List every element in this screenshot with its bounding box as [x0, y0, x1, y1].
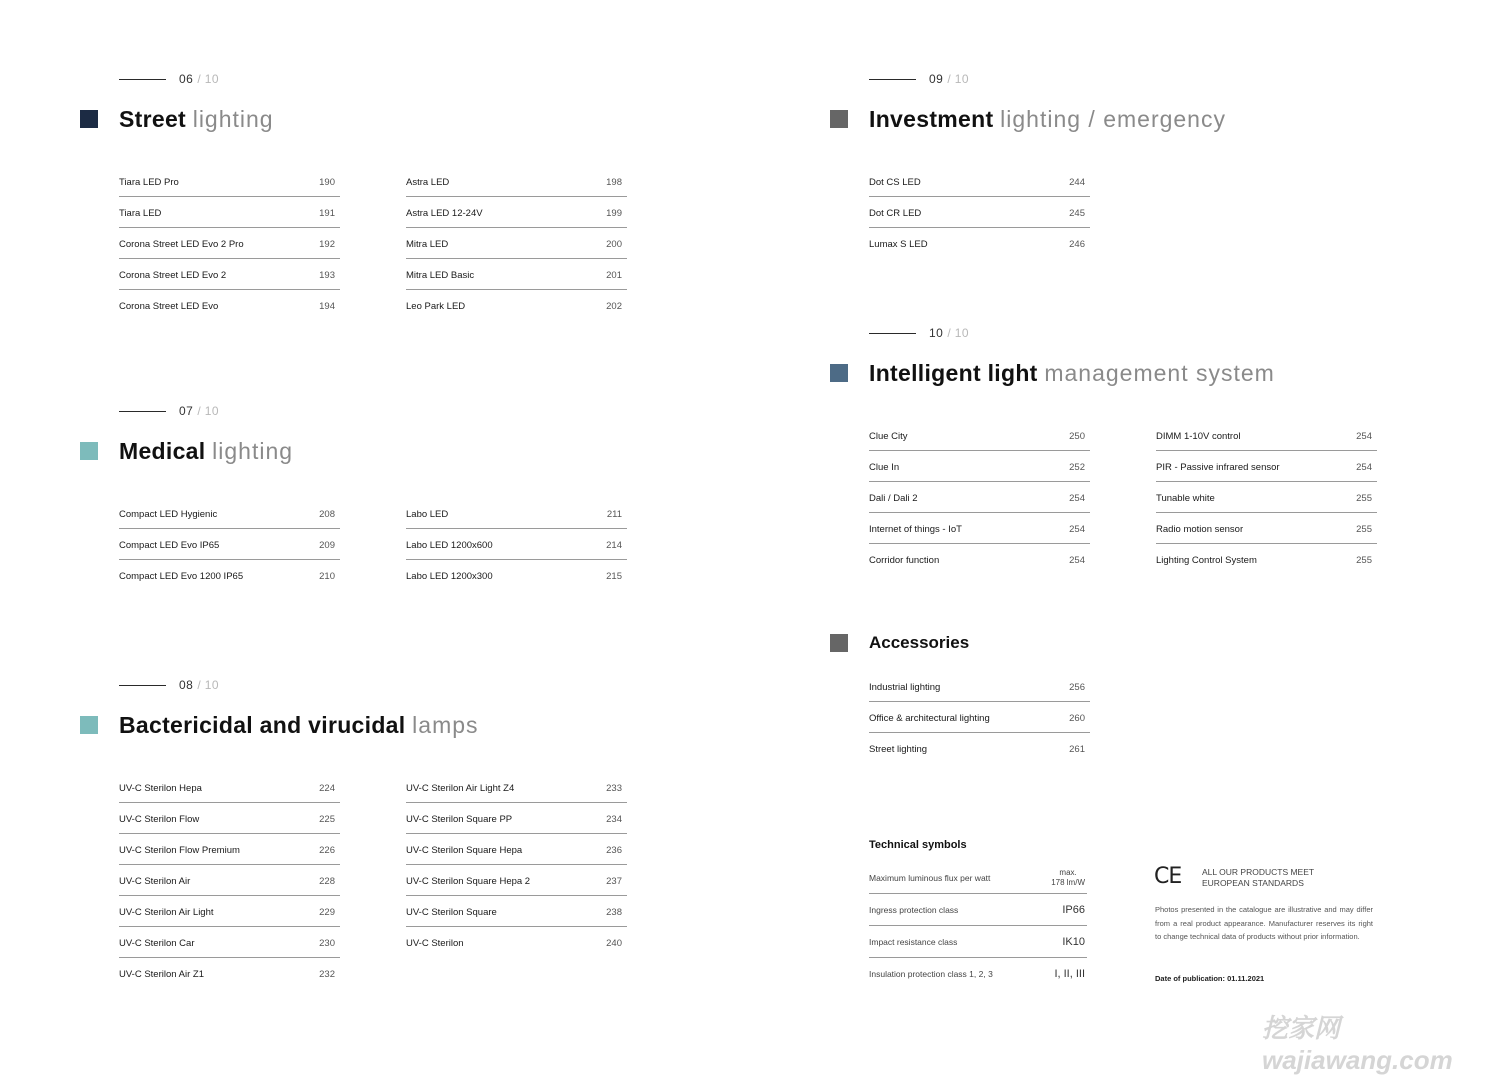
item-name: UV-C Sterilon Air Z1	[119, 969, 204, 980]
item-page: 211	[606, 508, 622, 520]
item-page: 200	[606, 238, 622, 250]
list-item	[406, 529, 627, 560]
ce-line1: ALL OUR PRODUCTS MEET	[1202, 867, 1315, 877]
tech-row	[869, 958, 1087, 990]
item-page: 246	[1069, 239, 1085, 250]
item-name: Dot CS LED	[869, 176, 921, 188]
title-light: lighting	[192, 106, 274, 132]
item-page: 224	[319, 782, 335, 794]
item-name: DIMM 1-10V control	[1156, 430, 1241, 442]
publication-date: Date of publication: 01.11.2021	[1155, 974, 1265, 983]
technical-symbols-table	[869, 862, 1087, 990]
watermark: 挖家网 wajiawang.com	[1262, 1013, 1453, 1075]
item-name: Labo LED	[406, 508, 449, 520]
item-name: Compact LED Evo 1200 IP65	[119, 571, 244, 582]
list-item	[119, 560, 340, 591]
item-name: UV-C Sterilon Flow Premium	[119, 844, 240, 856]
item-name: Internet of things - IoT	[869, 523, 962, 535]
item-page: 245	[1069, 207, 1085, 219]
ce-line2: EUROPEAN STANDARDS	[1202, 878, 1304, 888]
item-page: 254	[1356, 461, 1372, 473]
item-name: Leo Park LED	[406, 301, 466, 312]
section-number-intelligent	[869, 325, 969, 341]
item-page: 256	[1069, 681, 1085, 693]
item-page: 191	[319, 207, 335, 219]
list-item	[1156, 451, 1377, 482]
section-current: 08	[179, 678, 194, 692]
list-item	[869, 482, 1090, 513]
tech-label: Insulation protection class 1, 2, 3	[869, 969, 993, 979]
tech-row	[869, 926, 1087, 958]
item-name: Radio motion sensor	[1156, 523, 1244, 535]
tech-value: I, II, III	[1054, 968, 1085, 980]
tech-value: IP66	[1062, 903, 1085, 916]
list-item	[406, 927, 627, 958]
title-light: management system	[1044, 360, 1275, 386]
square-marker-icon	[80, 110, 98, 128]
list-item	[1156, 544, 1377, 575]
list-item	[119, 834, 340, 865]
list-item	[869, 544, 1090, 575]
item-page: 190	[319, 176, 335, 188]
ce-statement	[1202, 867, 1342, 889]
technical-symbols-title: Technical symbols	[869, 839, 967, 851]
item-name: UV-C Sterilon Car	[119, 937, 195, 949]
item-name: PIR - Passive infrared sensor	[1156, 461, 1280, 473]
item-name: Office & architectural lighting	[869, 712, 990, 724]
ce-mark-icon: CE	[1154, 864, 1182, 889]
item-name: Lighting Control System	[1156, 555, 1257, 566]
square-marker-icon	[80, 442, 98, 460]
item-name: Clue In	[869, 461, 900, 473]
list-item	[1156, 513, 1377, 544]
section-total: 10	[954, 326, 970, 340]
title-bold: Intelligent light	[869, 360, 1038, 386]
item-name: Corona Street LED Evo 2	[119, 269, 227, 281]
item-name: UV-C Sterilon Square Hepa 2	[406, 875, 531, 887]
list-item	[406, 290, 627, 321]
item-name: Labo LED 1200x300	[406, 571, 493, 582]
list-item	[119, 896, 340, 927]
list-item	[406, 803, 627, 834]
tech-label: Ingress protection class	[869, 904, 959, 915]
section-sep: /	[947, 326, 951, 340]
title-light: lamps	[412, 712, 479, 738]
item-name: UV-C Sterilon Flow	[119, 813, 200, 825]
disclaimer-text: Photos presented in the catalogue are illustrative and may differ from a real product appearance. Manufacturer reserves its right to change technical data of products without prior information.	[1155, 905, 1373, 941]
item-page: 254	[1069, 555, 1085, 566]
list-item	[869, 197, 1090, 228]
list-item	[119, 529, 340, 560]
section-title-medical	[119, 437, 293, 465]
list-item	[869, 702, 1090, 733]
tech-label: Impact resistance class	[869, 936, 958, 947]
list-item	[119, 259, 340, 290]
list-item	[119, 290, 340, 321]
item-page: 233	[606, 782, 622, 794]
item-page: 192	[319, 238, 335, 250]
list-item	[1156, 420, 1377, 451]
item-page: 209	[319, 539, 335, 551]
item-page: 255	[1356, 555, 1372, 566]
list-item	[406, 865, 627, 896]
list-item	[119, 958, 340, 989]
title-bold: Investment	[869, 106, 994, 132]
list-item	[406, 228, 627, 259]
section-sep: /	[197, 404, 201, 418]
item-page: 244	[1069, 176, 1085, 188]
product-table-medical-right	[406, 498, 627, 591]
item-name: Tunable white	[1156, 492, 1215, 504]
list-item	[869, 166, 1090, 197]
item-page: 229	[319, 906, 335, 918]
item-name: UV-C Sterilon Air Light Z4	[406, 782, 515, 794]
tech-value: IK10	[1062, 935, 1085, 948]
product-table-street-left	[119, 166, 340, 321]
item-name: Astra LED 12-24V	[406, 207, 483, 219]
item-page: 214	[606, 539, 622, 551]
tech-row	[869, 862, 1087, 894]
tech-value-line1: max.	[1059, 867, 1077, 877]
section-number-medical	[119, 403, 219, 419]
list-item	[119, 166, 340, 197]
section-title-investment	[869, 105, 1226, 133]
list-item	[119, 865, 340, 896]
divider-line	[119, 79, 166, 80]
list-item	[869, 228, 1090, 259]
section-current: 07	[179, 404, 194, 418]
list-item	[869, 733, 1090, 764]
item-name: Corridor function	[869, 555, 940, 566]
section-sep: /	[947, 72, 951, 86]
item-name: Labo LED 1200x600	[406, 539, 493, 551]
section-total: 10	[204, 404, 220, 418]
item-page: 234	[606, 813, 622, 825]
product-table-investment	[869, 166, 1090, 259]
list-item	[119, 498, 340, 529]
title-light: lighting / emergency	[1000, 106, 1226, 132]
item-page: 230	[319, 937, 335, 949]
item-page: 225	[319, 813, 335, 825]
item-name: Corona Street LED Evo 2 Pro	[119, 238, 244, 250]
item-name: Tiara LED	[119, 207, 162, 219]
item-page: 260	[1069, 712, 1085, 724]
title-light: lighting	[212, 438, 294, 464]
item-page: 199	[606, 207, 622, 219]
list-item	[869, 513, 1090, 544]
section-total: 10	[204, 72, 220, 86]
item-page: 202	[606, 301, 622, 312]
item-name: Mitra LED	[406, 238, 449, 250]
title-bold: Street	[119, 106, 186, 132]
list-item	[1156, 482, 1377, 513]
item-page: 193	[319, 269, 335, 281]
item-name: Dali / Dali 2	[869, 492, 918, 504]
section-sep: /	[197, 72, 201, 86]
divider-line	[869, 333, 916, 334]
item-name: Compact LED Hygienic	[119, 508, 218, 520]
section-number-investment	[869, 71, 969, 87]
item-name: UV-C Sterilon Air	[119, 875, 191, 887]
section-sep: /	[197, 678, 201, 692]
item-name: UV-C Sterilon	[406, 938, 464, 949]
section-current: 06	[179, 72, 194, 86]
section-number-bactericidal	[119, 677, 219, 693]
square-marker-icon	[830, 634, 848, 652]
list-item	[406, 560, 627, 591]
product-table-bactericidal-left	[119, 772, 340, 989]
item-page: 240	[606, 938, 622, 949]
item-page: 254	[1356, 430, 1372, 442]
item-page: 201	[606, 269, 622, 281]
square-marker-icon	[80, 716, 98, 734]
divider-line	[869, 79, 916, 80]
item-name: Industrial lighting	[869, 681, 941, 693]
product-table-medical-left	[119, 498, 340, 591]
list-item	[406, 772, 627, 803]
item-page: 232	[319, 969, 335, 980]
section-current: 09	[929, 72, 944, 86]
item-page: 198	[606, 176, 622, 188]
item-page: 215	[606, 571, 622, 582]
section-total: 10	[954, 72, 970, 86]
item-page: 194	[319, 301, 335, 312]
square-marker-icon	[830, 110, 848, 128]
item-name: Astra LED	[406, 176, 450, 188]
list-item	[406, 166, 627, 197]
section-total: 10	[204, 678, 220, 692]
list-item	[406, 259, 627, 290]
item-name: Lumax S LED	[869, 239, 928, 250]
item-name: Dot CR LED	[869, 207, 922, 219]
list-item	[119, 772, 340, 803]
item-page: 237	[606, 875, 622, 887]
tech-row	[869, 894, 1087, 926]
item-page: 252	[1069, 461, 1085, 473]
section-title-accessories: Accessories	[869, 633, 970, 652]
item-name: Tiara LED Pro	[119, 176, 179, 188]
list-item	[869, 671, 1090, 702]
item-page: 254	[1069, 523, 1085, 535]
item-name: UV-C Sterilon Square	[406, 906, 497, 918]
item-page: 254	[1069, 492, 1085, 504]
title-bold: Bactericidal and virucidal	[119, 712, 406, 738]
item-page: 250	[1069, 430, 1085, 442]
list-item	[119, 197, 340, 228]
section-current: 10	[929, 326, 944, 340]
item-page: 236	[606, 844, 622, 856]
title-bold: Medical	[119, 438, 206, 464]
list-item	[119, 803, 340, 834]
product-table-intelligent-right	[1156, 420, 1377, 575]
item-name: Clue City	[869, 430, 908, 442]
section-title-bactericidal	[119, 711, 479, 739]
tech-label: Maximum luminous flux per watt	[869, 872, 991, 883]
list-item	[119, 927, 340, 958]
item-name: UV-C Sterilon Air Light	[119, 906, 214, 918]
item-name: Mitra LED Basic	[406, 269, 475, 281]
divider-line	[119, 685, 166, 686]
section-title-street	[119, 105, 274, 133]
item-name: UV-C Sterilon Square PP	[406, 813, 513, 825]
square-marker-icon	[830, 364, 848, 382]
product-table-accessories	[869, 671, 1090, 764]
list-item	[869, 420, 1090, 451]
tech-value	[1051, 868, 1087, 888]
list-item	[869, 451, 1090, 482]
list-item	[406, 197, 627, 228]
item-page: 261	[1069, 744, 1085, 755]
item-page: 255	[1356, 523, 1372, 535]
product-table-intelligent-left	[869, 420, 1090, 575]
list-item	[406, 896, 627, 927]
item-name: Corona Street LED Evo	[119, 301, 219, 312]
tech-value-line2: 178 lm/W	[1051, 877, 1085, 887]
list-item	[406, 498, 627, 529]
product-table-street-right	[406, 166, 627, 321]
item-name: UV-C Sterilon Square Hepa	[406, 844, 523, 856]
item-page: 228	[319, 875, 335, 887]
item-name: Compact LED Evo IP65	[119, 539, 220, 551]
list-item	[119, 228, 340, 259]
section-number-street	[119, 71, 219, 87]
list-item	[406, 834, 627, 865]
item-name: UV-C Sterilon Hepa	[119, 782, 202, 794]
item-page: 255	[1356, 492, 1372, 504]
product-table-bactericidal-right	[406, 772, 627, 958]
item-page: 226	[319, 844, 335, 856]
item-name: Street lighting	[869, 744, 928, 755]
item-page: 208	[319, 508, 335, 520]
section-title-intelligent	[869, 359, 1275, 387]
item-page: 210	[319, 571, 335, 582]
item-page: 238	[606, 906, 622, 918]
divider-line	[119, 411, 166, 412]
